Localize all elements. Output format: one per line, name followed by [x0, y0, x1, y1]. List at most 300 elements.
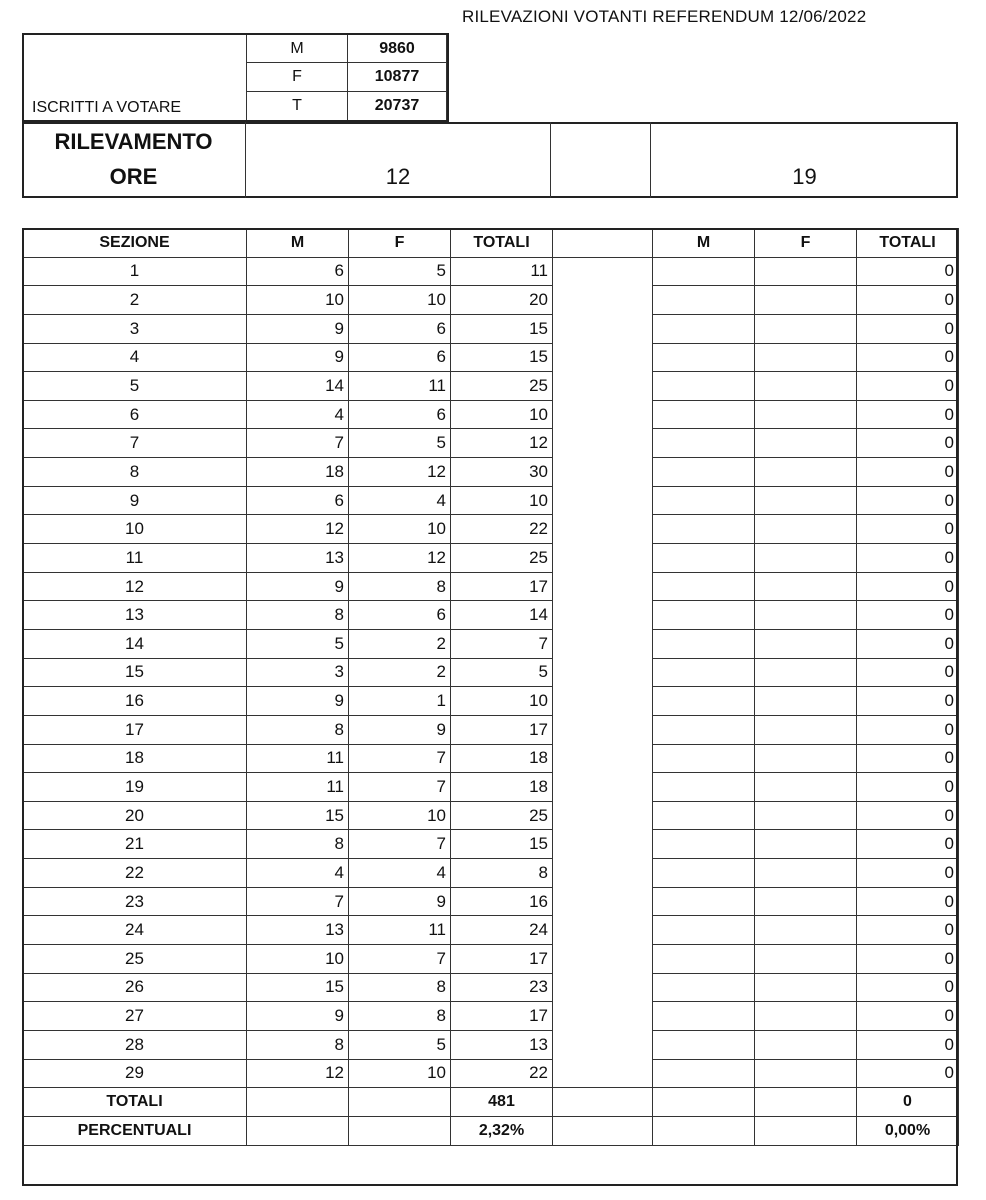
totali-19: 0 — [857, 715, 959, 744]
m-19 — [653, 572, 755, 601]
m-12: 18 — [247, 458, 349, 487]
gap-cell — [553, 372, 653, 401]
totali-19: 0 — [857, 429, 959, 458]
totali-12: 13 — [451, 1030, 553, 1059]
totali-12: 14 — [451, 601, 553, 630]
sezione-number: 16 — [23, 687, 247, 716]
table-row — [23, 859, 959, 888]
f-12: 7 — [349, 744, 451, 773]
table-row — [23, 687, 959, 716]
table-row — [23, 314, 959, 343]
m-12: 13 — [247, 916, 349, 945]
gap-cell — [553, 744, 653, 773]
empty-cell — [755, 1088, 857, 1117]
table-header-row — [23, 229, 959, 258]
gap-cell — [553, 887, 653, 916]
table-row — [23, 544, 959, 573]
table-row — [23, 629, 959, 658]
f-19 — [755, 343, 857, 372]
percentuali-row — [23, 1116, 959, 1145]
f-12: 5 — [349, 1030, 451, 1059]
totali-12: 10 — [451, 400, 553, 429]
m-12: 8 — [247, 601, 349, 630]
m-12: 6 — [247, 486, 349, 515]
totali-19: 0 — [857, 515, 959, 544]
m-12: 14 — [247, 372, 349, 401]
table-row — [23, 1059, 959, 1088]
gap-cell — [553, 801, 653, 830]
f-19 — [755, 945, 857, 974]
totali-19: 0 — [857, 945, 959, 974]
totali-19: 0 — [857, 658, 959, 687]
gap-cell — [553, 343, 653, 372]
f-12: 7 — [349, 773, 451, 802]
sezione-number: 28 — [23, 1030, 247, 1059]
table-row — [23, 515, 959, 544]
m-19 — [653, 515, 755, 544]
m-19 — [653, 429, 755, 458]
sezione-number: 27 — [23, 1002, 247, 1031]
totali-12: 15 — [451, 830, 553, 859]
totali-19: 0 — [857, 687, 959, 716]
gap-cell — [553, 629, 653, 658]
gap-cell — [553, 916, 653, 945]
f-19 — [755, 773, 857, 802]
sezione-number: 8 — [23, 458, 247, 487]
f-12: 8 — [349, 1002, 451, 1031]
gap-cell — [553, 1088, 653, 1117]
gap-cell — [553, 544, 653, 573]
totali-19: 0 — [857, 257, 959, 286]
totali-19: 0 — [857, 544, 959, 573]
totali-19: 0 — [857, 286, 959, 315]
m-19 — [653, 773, 755, 802]
sezione-number: 26 — [23, 973, 247, 1002]
f-12: 5 — [349, 429, 451, 458]
m-12: 8 — [247, 830, 349, 859]
f-12: 12 — [349, 458, 451, 487]
gap-cell — [553, 429, 653, 458]
m-19 — [653, 544, 755, 573]
f-19 — [755, 687, 857, 716]
m-12: 3 — [247, 658, 349, 687]
empty-cell — [755, 1116, 857, 1145]
sezione-number: 22 — [23, 859, 247, 888]
m-19 — [653, 916, 755, 945]
table-row — [23, 372, 959, 401]
table-row — [23, 916, 959, 945]
m-12: 12 — [247, 1059, 349, 1088]
gap-cell — [553, 515, 653, 544]
col-totali-19: TOTALI — [857, 229, 959, 258]
f-12: 9 — [349, 715, 451, 744]
totali-19: 0 — [857, 400, 959, 429]
m-12: 8 — [247, 1030, 349, 1059]
m-12: 4 — [247, 400, 349, 429]
m-12: 15 — [247, 973, 349, 1002]
sezione-number: 5 — [23, 372, 247, 401]
sezione-number: 13 — [23, 601, 247, 630]
f-12: 7 — [349, 830, 451, 859]
col-f-19: F — [755, 229, 857, 258]
gap-cell — [553, 1030, 653, 1059]
col-f-12: F — [349, 229, 451, 258]
f-19 — [755, 601, 857, 630]
totali-19: 0 — [857, 1088, 959, 1117]
f-19 — [755, 486, 857, 515]
m-12: 12 — [247, 515, 349, 544]
m-19 — [653, 257, 755, 286]
f-19 — [755, 1059, 857, 1088]
sezione-number: 18 — [23, 744, 247, 773]
totali-12: 18 — [451, 773, 553, 802]
totali-12: 16 — [451, 887, 553, 916]
table-row — [23, 1002, 959, 1031]
document-title: RILEVAZIONI VOTANTI REFERENDUM 12/06/2022 — [462, 7, 867, 26]
m-19 — [653, 343, 755, 372]
m-12: 10 — [247, 286, 349, 315]
m-12: 9 — [247, 1002, 349, 1031]
table-row — [23, 286, 959, 315]
totali-12: 17 — [451, 1002, 553, 1031]
f-12: 6 — [349, 314, 451, 343]
sezione-number: 19 — [23, 773, 247, 802]
sezione-number: 4 — [23, 343, 247, 372]
m-12: 7 — [247, 429, 349, 458]
iscritti-key-m: M — [246, 35, 348, 63]
f-12: 2 — [349, 629, 451, 658]
totali-19: 0 — [857, 629, 959, 658]
totali-12: 17 — [451, 572, 553, 601]
totali-row — [23, 1088, 959, 1117]
gap-cell — [553, 601, 653, 630]
sezione-number: 15 — [23, 658, 247, 687]
empty-cell — [247, 1088, 349, 1117]
m-19 — [653, 945, 755, 974]
table-row — [23, 715, 959, 744]
f-19 — [755, 1030, 857, 1059]
iscritti-key-f: F — [246, 63, 348, 92]
gap-cell — [553, 773, 653, 802]
totali-19: 0 — [857, 830, 959, 859]
m-12: 11 — [247, 773, 349, 802]
f-12: 11 — [349, 372, 451, 401]
sezioni-table — [22, 228, 959, 1146]
table-row — [23, 1030, 959, 1059]
m-12: 9 — [247, 343, 349, 372]
percentuali-label: PERCENTUALI — [23, 1116, 247, 1145]
ore-label: ORE — [109, 164, 158, 189]
totali-19: 0 — [857, 973, 959, 1002]
col-sezione: SEZIONE — [23, 229, 247, 258]
f-12: 2 — [349, 658, 451, 687]
sezione-number: 6 — [23, 400, 247, 429]
gap-cell — [553, 314, 653, 343]
m-19 — [653, 400, 755, 429]
sezione-number: 17 — [23, 715, 247, 744]
ora-rilevamento-2: 19 — [792, 164, 817, 189]
totali-12: 18 — [451, 744, 553, 773]
totali-19: 0 — [857, 1030, 959, 1059]
totali-19: 0 — [857, 916, 959, 945]
f-19 — [755, 859, 857, 888]
totali-12: 11 — [451, 257, 553, 286]
table-row — [23, 658, 959, 687]
sezione-number: 7 — [23, 429, 247, 458]
m-19 — [653, 1030, 755, 1059]
table-row — [23, 429, 959, 458]
sezione-number: 10 — [23, 515, 247, 544]
f-19 — [755, 830, 857, 859]
f-19 — [755, 400, 857, 429]
m-12: 6 — [247, 257, 349, 286]
totali-19: 0 — [857, 801, 959, 830]
f-19 — [755, 1002, 857, 1031]
m-19 — [653, 629, 755, 658]
table-row — [23, 973, 959, 1002]
m-12: 11 — [247, 744, 349, 773]
f-19 — [755, 744, 857, 773]
f-12: 6 — [349, 601, 451, 630]
totali-12: 8 — [451, 859, 553, 888]
gap-cell — [553, 400, 653, 429]
f-19 — [755, 544, 857, 573]
f-19 — [755, 257, 857, 286]
totali-19: 0 — [857, 343, 959, 372]
percentuale-19: 0,00% — [857, 1116, 959, 1145]
gap-cell — [553, 830, 653, 859]
empty-cell — [349, 1116, 451, 1145]
f-12: 6 — [349, 343, 451, 372]
totali-19: 0 — [857, 572, 959, 601]
m-19 — [653, 658, 755, 687]
m-19 — [653, 1059, 755, 1088]
m-19 — [653, 744, 755, 773]
totali-12: 23 — [451, 973, 553, 1002]
m-12: 7 — [247, 887, 349, 916]
f-12: 11 — [349, 916, 451, 945]
totali-19: 0 — [857, 486, 959, 515]
percentuale-12: 2,32% — [451, 1116, 553, 1145]
m-19 — [653, 830, 755, 859]
gap-cell — [553, 486, 653, 515]
empty-cell — [653, 1088, 755, 1117]
m-19 — [653, 458, 755, 487]
gap-cell — [553, 1116, 653, 1145]
m-19 — [653, 859, 755, 888]
table-row — [23, 945, 959, 974]
sezione-number: 23 — [23, 887, 247, 916]
m-19 — [653, 1002, 755, 1031]
f-12: 8 — [349, 973, 451, 1002]
gap-cell — [553, 973, 653, 1002]
sezione-number: 14 — [23, 629, 247, 658]
gap-cell — [553, 687, 653, 716]
m-12: 13 — [247, 544, 349, 573]
f-19 — [755, 286, 857, 315]
f-12: 8 — [349, 572, 451, 601]
m-12: 4 — [247, 859, 349, 888]
totali-19: 0 — [857, 1059, 959, 1088]
sezione-number: 12 — [23, 572, 247, 601]
m-12: 8 — [247, 715, 349, 744]
totali-19: 0 — [857, 601, 959, 630]
totali-12: 30 — [451, 458, 553, 487]
f-12: 4 — [349, 859, 451, 888]
f-12: 9 — [349, 887, 451, 916]
totali-12: 24 — [451, 916, 553, 945]
m-19 — [653, 372, 755, 401]
sezione-number: 21 — [23, 830, 247, 859]
m-12: 15 — [247, 801, 349, 830]
f-19 — [755, 916, 857, 945]
totali-label: TOTALI — [23, 1088, 247, 1117]
gap-cell — [553, 715, 653, 744]
m-19 — [653, 687, 755, 716]
totali-12: 15 — [451, 314, 553, 343]
m-19 — [653, 286, 755, 315]
empty-cell — [349, 1088, 451, 1117]
m-19 — [653, 486, 755, 515]
f-12: 6 — [349, 400, 451, 429]
totali-19: 0 — [857, 1002, 959, 1031]
table-row — [23, 572, 959, 601]
f-12: 12 — [349, 544, 451, 573]
header-block — [22, 33, 958, 198]
totali-19: 0 — [857, 458, 959, 487]
totali-19: 0 — [857, 372, 959, 401]
m-19 — [653, 887, 755, 916]
gap-cell — [553, 945, 653, 974]
table-row — [23, 601, 959, 630]
totali-12: 10 — [451, 687, 553, 716]
totali-19: 0 — [857, 773, 959, 802]
sezione-number: 1 — [23, 257, 247, 286]
table-row — [23, 400, 959, 429]
totali-12: 17 — [451, 945, 553, 974]
table-row — [23, 343, 959, 372]
sezione-number: 3 — [23, 314, 247, 343]
gap-cell — [553, 458, 653, 487]
f-12: 10 — [349, 801, 451, 830]
iscritti-value-f: 10877 — [348, 63, 447, 92]
f-12: 4 — [349, 486, 451, 515]
table-row — [23, 257, 959, 286]
sezione-number: 20 — [23, 801, 247, 830]
m-19 — [653, 801, 755, 830]
totali-12: 22 — [451, 1059, 553, 1088]
col-m-12: M — [247, 229, 349, 258]
empty-cell — [247, 1116, 349, 1145]
totali-12: 22 — [451, 515, 553, 544]
f-19 — [755, 515, 857, 544]
totali-19: 0 — [857, 314, 959, 343]
col-gap — [553, 229, 653, 258]
empty-cell — [653, 1116, 755, 1145]
totali-12: 15 — [451, 343, 553, 372]
m-19 — [653, 973, 755, 1002]
col-totali-12: TOTALI — [451, 229, 553, 258]
f-19 — [755, 629, 857, 658]
gap-cell — [553, 572, 653, 601]
table-row — [23, 773, 959, 802]
totali-12: 481 — [451, 1088, 553, 1117]
f-19 — [755, 372, 857, 401]
f-19 — [755, 458, 857, 487]
m-19 — [653, 715, 755, 744]
totali-12: 10 — [451, 486, 553, 515]
table-row — [23, 486, 959, 515]
table-row — [23, 887, 959, 916]
col-m-19: M — [653, 229, 755, 258]
iscritti-value-t: 20737 — [348, 92, 447, 120]
sezione-number: 24 — [23, 916, 247, 945]
f-12: 10 — [349, 286, 451, 315]
totali-12: 25 — [451, 801, 553, 830]
f-12: 5 — [349, 257, 451, 286]
table-row — [23, 830, 959, 859]
m-12: 10 — [247, 945, 349, 974]
f-19 — [755, 429, 857, 458]
f-12: 10 — [349, 1059, 451, 1088]
f-19 — [755, 973, 857, 1002]
f-12: 1 — [349, 687, 451, 716]
table-row — [23, 744, 959, 773]
totali-12: 25 — [451, 372, 553, 401]
gap-cell — [553, 257, 653, 286]
totali-19: 0 — [857, 744, 959, 773]
totali-19: 0 — [857, 887, 959, 916]
sezione-number: 2 — [23, 286, 247, 315]
gap-cell — [553, 859, 653, 888]
f-19 — [755, 715, 857, 744]
m-19 — [653, 601, 755, 630]
m-19 — [653, 314, 755, 343]
iscritti-key-t: T — [246, 92, 348, 120]
iscritti-value-m: 9860 — [348, 35, 447, 63]
gap-cell — [553, 1002, 653, 1031]
gap-cell — [553, 658, 653, 687]
m-12: 9 — [247, 572, 349, 601]
f-12: 7 — [349, 945, 451, 974]
table-row — [23, 458, 959, 487]
table-row — [23, 801, 959, 830]
rilevamento-label: RILEVAMENTO — [54, 129, 213, 154]
gap-cell — [553, 286, 653, 315]
totali-19: 0 — [857, 859, 959, 888]
gap-cell — [553, 1059, 653, 1088]
sezione-number: 9 — [23, 486, 247, 515]
f-19 — [755, 801, 857, 830]
f-12: 10 — [349, 515, 451, 544]
iscritti-label: ISCRITTI A VOTARE — [32, 99, 182, 116]
totali-12: 5 — [451, 658, 553, 687]
m-12: 5 — [247, 629, 349, 658]
totali-12: 20 — [451, 286, 553, 315]
f-19 — [755, 887, 857, 916]
f-19 — [755, 572, 857, 601]
totali-12: 25 — [451, 544, 553, 573]
totali-12: 12 — [451, 429, 553, 458]
m-12: 9 — [247, 687, 349, 716]
sezione-number: 11 — [23, 544, 247, 573]
totali-12: 17 — [451, 715, 553, 744]
ora-rilevamento-1: 12 — [385, 164, 411, 189]
divider — [550, 122, 551, 198]
sezione-number: 25 — [23, 945, 247, 974]
totali-12: 7 — [451, 629, 553, 658]
sezione-number: 29 — [23, 1059, 247, 1088]
